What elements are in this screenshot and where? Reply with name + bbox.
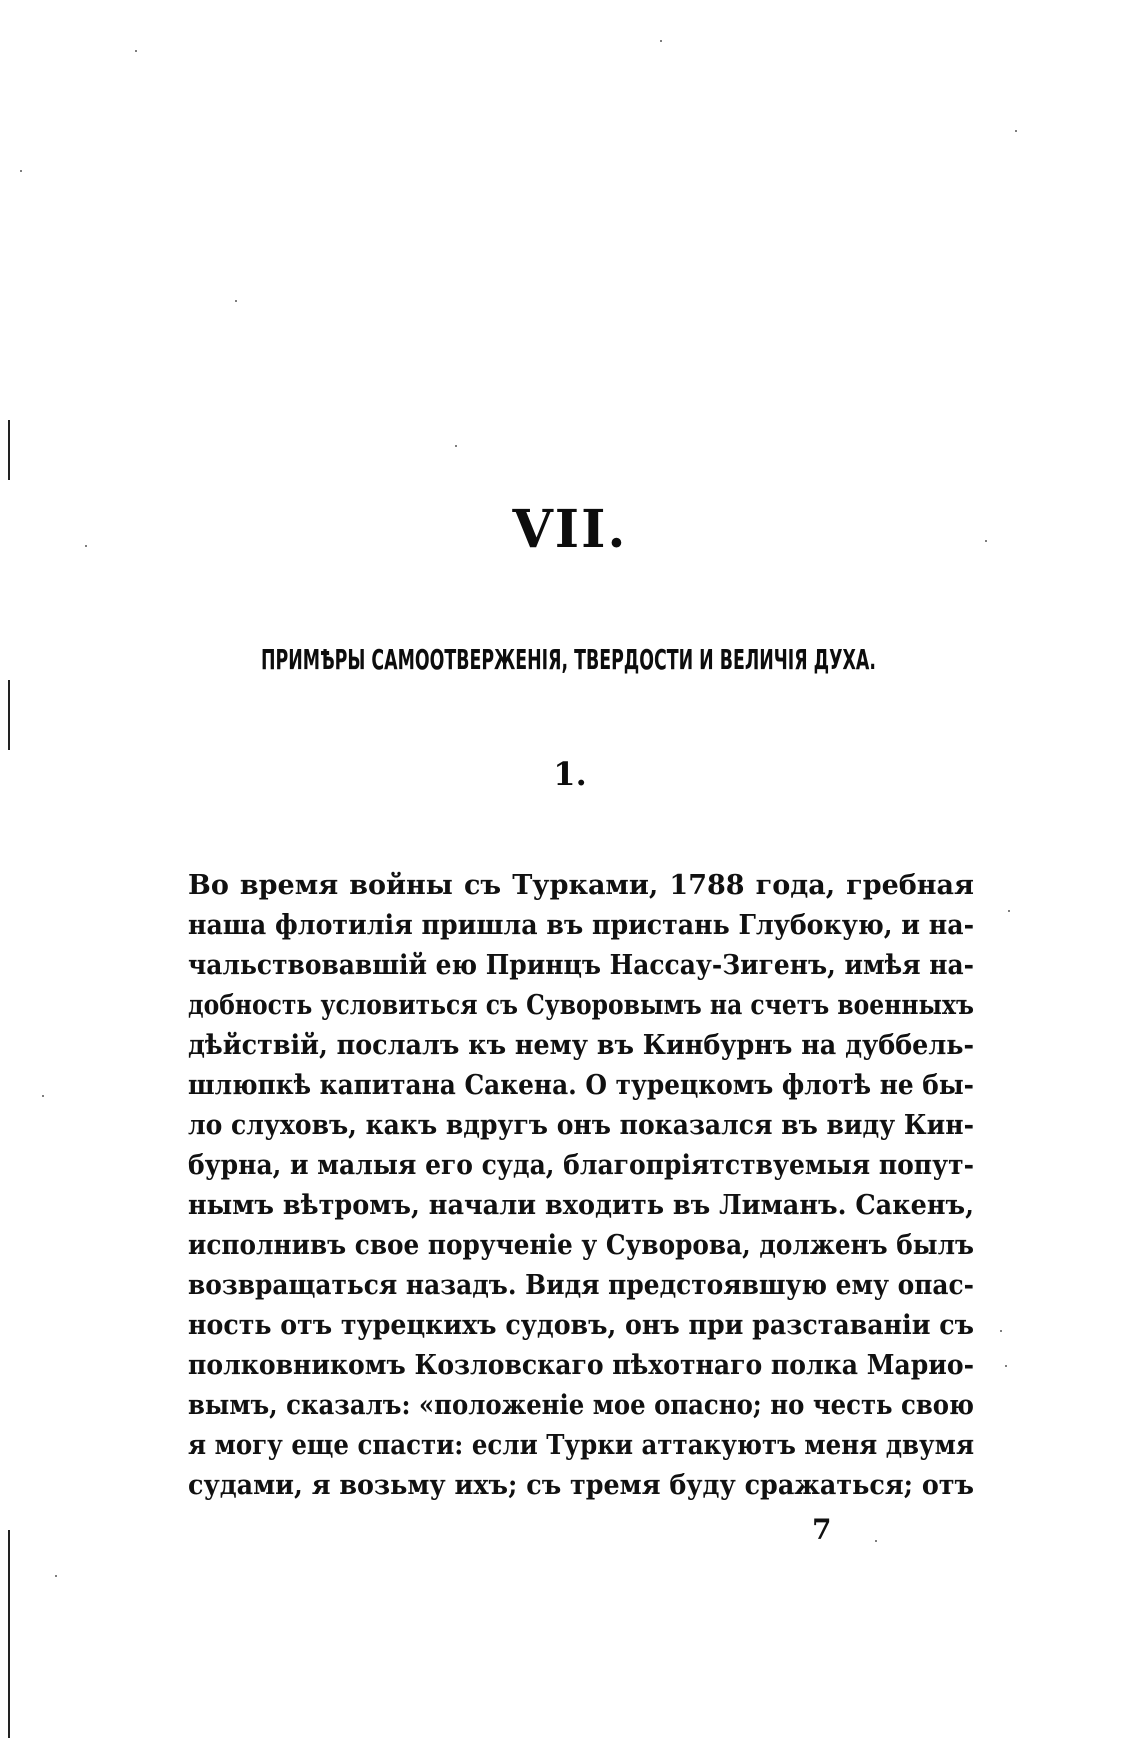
scan-edge-mark <box>8 1530 10 1738</box>
print-speck <box>135 50 137 52</box>
text-line: судами, я возьму ихъ; съ тремя буду сражаться; отъ <box>188 1470 974 1501</box>
text-line: Во время войны съ Турками, 1788 года, гребная <box>188 870 974 901</box>
text-line: ло слуховъ, какъ вдругъ онъ показался въ виду Кин- <box>188 1110 974 1141</box>
print-speck <box>1008 910 1010 912</box>
text-line: чальствовавшій ею Принцъ Нассау-Зигенъ, имѣя на- <box>188 950 975 981</box>
text-line: наша флотилія пришла въ пристань Глубокую, и на- <box>188 910 975 941</box>
print-speck <box>660 40 662 42</box>
text-line: вымъ, сказалъ: «положеніе мое опасно; но честь свою <box>188 1390 975 1421</box>
print-speck <box>1000 1330 1002 1332</box>
page-number: 7 <box>812 1513 832 1546</box>
print-speck <box>455 445 457 447</box>
print-speck <box>55 1575 57 1577</box>
print-speck <box>235 300 237 302</box>
chapter-title: ПРИМѢРЫ САМООТВЕРЖЕНІЯ, ТВЕРДОСТИ И ВЕЛИЧІЯ ДУХА. <box>261 643 876 676</box>
text-line: возвращаться назадъ. Видя предстоявшую ему опас- <box>188 1270 974 1301</box>
chapter-number: VII. <box>512 499 628 560</box>
text-line: дѣйствій, послалъ къ нему въ Кинбурнъ на дуббель- <box>188 1030 975 1061</box>
print-speck <box>42 1095 44 1097</box>
text-line: нымъ вѣтромъ, начали входить въ Лиманъ. Сакенъ, <box>188 1190 975 1221</box>
print-speck <box>20 170 22 172</box>
text-line: шлюпкѣ капитана Сакена. О турецкомъ флотѣ не бы- <box>188 1070 974 1101</box>
section-number: 1. <box>553 755 587 793</box>
scan-edge-mark <box>8 420 10 480</box>
text-line: я могу еще спасти: если Турки аттакуютъ меня двумя <box>188 1430 975 1461</box>
text-line: добность условиться съ Суворовымъ на счетъ военныхъ <box>188 990 974 1021</box>
text-line: исполнивъ свое порученіе у Суворова, долженъ былъ <box>188 1230 975 1261</box>
print-speck <box>875 1540 877 1542</box>
print-speck <box>1005 1365 1007 1367</box>
text-line: бурна, и малыя его суда, благопріятствуемыя попут- <box>188 1150 974 1181</box>
text-line: ность отъ турецкихъ судовъ, онъ при разставаніи съ <box>188 1310 974 1341</box>
scan-edge-mark <box>8 680 10 750</box>
text-line: полковникомъ Козловскаго пѣхотнаго полка Марио- <box>188 1350 975 1381</box>
print-speck <box>1015 130 1017 132</box>
